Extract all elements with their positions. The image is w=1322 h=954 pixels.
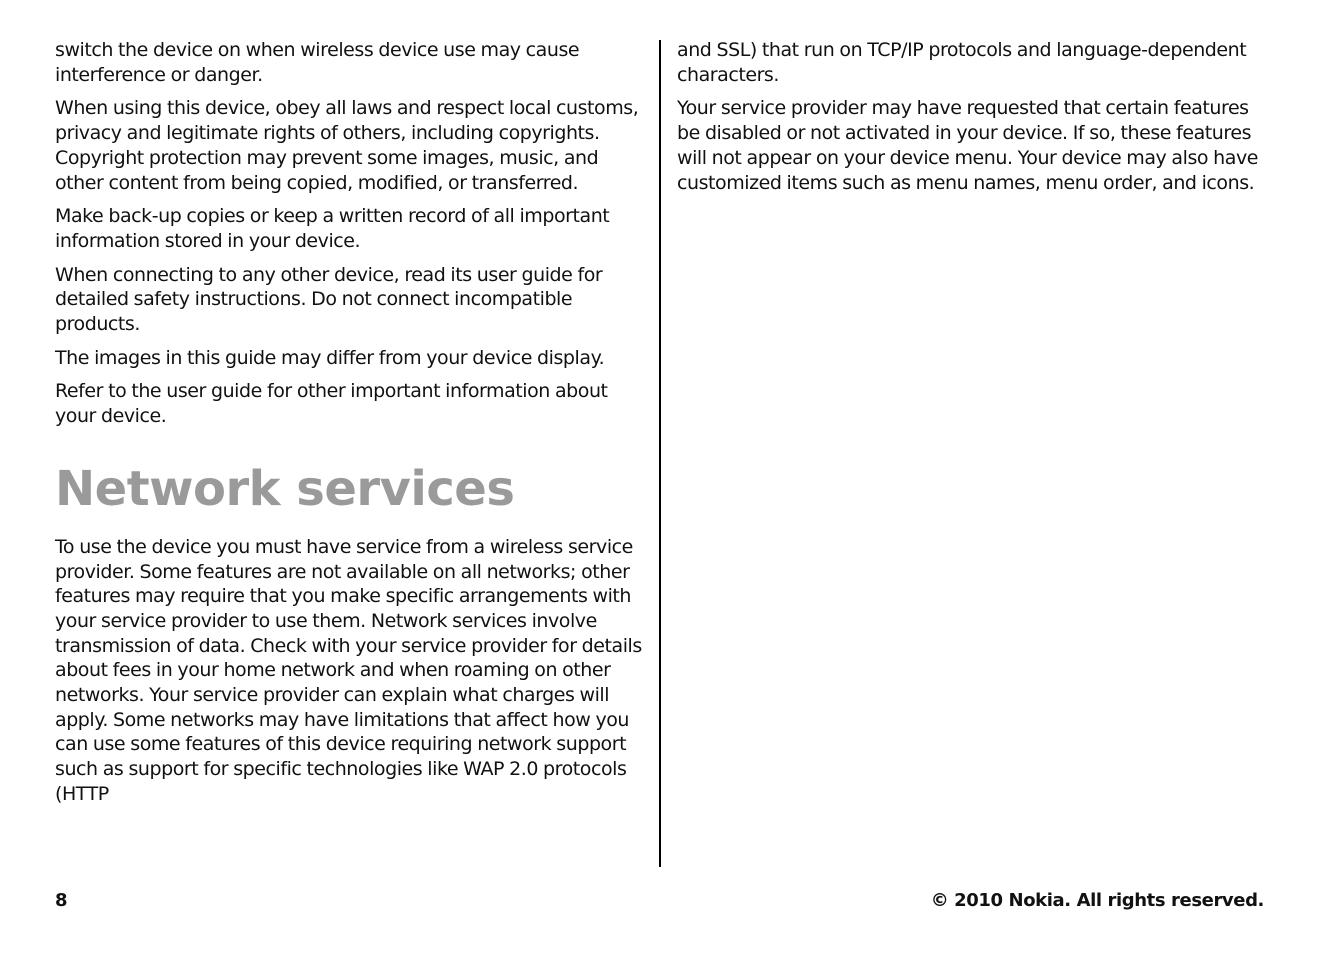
left-column [55,38,647,816]
paragraph-images-differ: The images in this guide may differ from your device display. [55,346,605,369]
paragraph-network-services-intro: To use the device you must have service from a wireless service provider. Some features are not available on all networks; other features may require that you make specific arrangements with your service provider to use them. Network services involve transmission of data. Check with your service provider for details about fees in your home network and when roaming on other networks. Your service provider can explain what charges will apply. Some networks may have limitations that affect how you can use some features of this device requiring network support such as support for specific technologies like WAP 2.0 protocols (HTTP [55,535,642,805]
copyright-notice: © 2010 Nokia. All rights reserved. [930,890,1264,911]
paragraph-features-disabled: Your service provider may have requested that certain features be disabled or not activated in your device. If so, these features will not appear on your device menu. Your device may also have customized items such as menu names, menu order, and icons. [677,97,1258,194]
section-heading-network-services: Network services [55,460,515,517]
column-divider [659,40,661,867]
right-column [677,38,1269,204]
paragraph-connecting-devices: When connecting to any other device, read its user guide for detailed safety instructions. Do not connect incompatible products. [55,263,603,336]
paragraph-obey-laws: When using this device, obey all laws and respect local customs, privacy and legitimate rights of others, including copyrights. Copyright protection may prevent some images, music, and other content from being copied, modified, or transferred. [55,97,639,194]
paragraph-backup-copies: Make back-up copies or keep a written record of all important information stored in your device. [55,205,610,252]
page-number: 8 [55,890,68,911]
paragraph-wireless-interference: switch the device on when wireless device use may cause interference or danger. [55,39,580,86]
paragraph-ssl-protocols: and SSL) that run on TCP/IP protocols and language-dependent characters. [677,39,1247,86]
paragraph-refer-user-guide: Refer to the user guide for other important information about your device. [55,380,608,428]
